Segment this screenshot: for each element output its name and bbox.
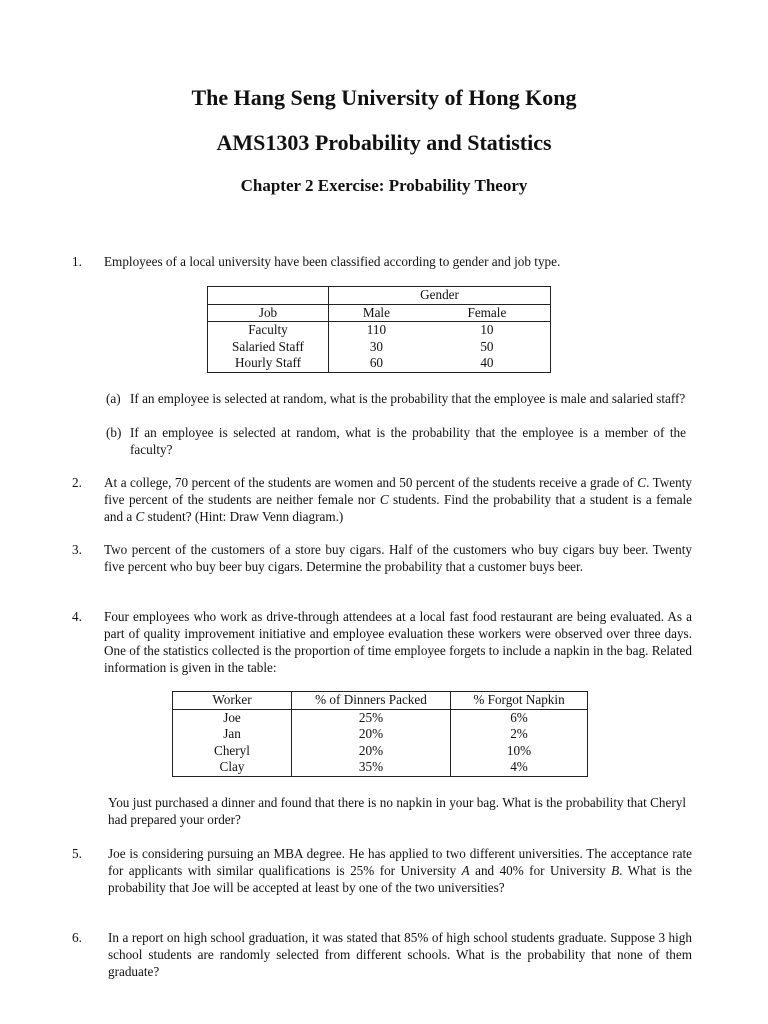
job-cell: Salaried Staff	[208, 339, 329, 356]
worker-cell: Clay	[173, 759, 292, 776]
packed-header: % of Dinners Packed	[292, 692, 451, 710]
question-number: 5.	[72, 846, 82, 861]
male-header: Male	[329, 304, 424, 322]
subpart-label: (a)	[106, 391, 121, 406]
question-text: At a college, 70 percent of the students are women and 50 percent of the students receive a grade of C. Twenty five percent of the students are neither female nor C students. Find the probability that a student is a female and a C student? (Hint: Draw Venn diagram.)	[104, 475, 693, 524]
question-2	[72, 474, 692, 525]
female-cell: 10	[480, 322, 494, 337]
subpart-text: If an employee is selected at random, what is the probability that the employee is a member of the faculty?	[130, 425, 686, 457]
forgot-cell: 6%	[510, 709, 528, 725]
worker-cell: Joe	[173, 709, 292, 726]
worker-cell: Cheryl	[173, 743, 292, 760]
packed-cell: 35%	[292, 759, 451, 776]
question-3	[72, 541, 692, 575]
question-text: You just purchased a dinner and found that there is no napkin in your bag. What is the probability that Cheryl had prepared your order?	[108, 795, 686, 827]
male-cell: 30	[369, 338, 383, 354]
male-cell: 110	[366, 322, 387, 337]
question-number: 3.	[72, 542, 82, 557]
worker-napkin-table	[172, 691, 588, 777]
question-1b	[106, 424, 686, 458]
question-6	[72, 929, 692, 980]
question-5	[72, 845, 692, 896]
table-row	[173, 726, 588, 743]
question-text: Four employees who work as drive-through attendees at a local fast food restaurant are being evaluated. As a part of quality improvement initiative and employee evaluation these workers were observed over three days. One of the statistics collected is the proportion of time employee forgets to include a napkin in the bag. Related information is given in the table:	[104, 609, 692, 675]
question-text: Employees of a local university have been classified according to gender and job type.	[104, 254, 561, 269]
question-1	[72, 253, 692, 270]
male-cell: 60	[369, 355, 383, 370]
subpart-label: (b)	[106, 425, 122, 440]
question-number: 4.	[72, 609, 82, 624]
forgot-cell: 10%	[506, 742, 532, 758]
chapter-title: Chapter 2 Exercise: Probability Theory	[240, 176, 528, 195]
question-1a	[106, 390, 686, 407]
female-cell: 40	[480, 355, 494, 370]
table-corner	[208, 287, 329, 305]
table-row	[173, 759, 588, 776]
table-row	[173, 743, 588, 760]
course-title: AMS1303 Probability and Statistics	[216, 130, 552, 155]
question-number: 1.	[72, 254, 82, 269]
question-number: 2.	[72, 475, 82, 490]
female-header: Female	[424, 304, 551, 322]
job-header: Job	[208, 304, 329, 322]
table-row	[208, 355, 551, 372]
packed-cell: 25%	[292, 709, 451, 726]
gender-job-table	[207, 286, 551, 373]
worker-header: Worker	[173, 692, 292, 710]
table-row	[208, 322, 551, 339]
forgot-cell: 4%	[510, 759, 528, 774]
table-row	[208, 339, 551, 356]
question-text: Joe is considering pursuing an MBA degree. He has applied to two different universities. The acceptance rate for applicants with similar qualifications is 25% for University A and 40% for University B. What is the probability that Joe will be accepted at least by one of the two universities?	[108, 846, 692, 895]
job-cell: Hourly Staff	[208, 355, 329, 372]
gender-header: Gender	[329, 287, 551, 305]
question-4	[72, 608, 692, 676]
question-text: In a report on high school graduation, it was stated that 85% of high school students graduate. Suppose 3 high school students are randomly selected from different schools. What is the probability that none of them graduate?	[108, 930, 692, 979]
question-number: 6.	[72, 930, 82, 945]
female-cell: 50	[480, 338, 494, 354]
job-cell: Faculty	[208, 322, 329, 339]
packed-cell: 20%	[292, 726, 451, 743]
question-4-followup	[108, 794, 686, 828]
table-row	[173, 709, 588, 726]
subpart-text: If an employee is selected at random, what is the probability that the employee is male and salaried staff?	[130, 391, 686, 406]
forgot-cell: 2%	[510, 726, 528, 741]
worker-cell: Jan	[173, 726, 292, 743]
packed-cell: 20%	[292, 743, 451, 760]
university-title: The Hang Seng University of Hong Kong	[191, 85, 577, 110]
forgot-header: % Forgot Napkin	[451, 692, 588, 710]
question-text: Two percent of the customers of a store buy cigars. Half of the customers who buy cigars buy beer. Twenty five percent who buy beer buy cigars. Determine the probability that a customer buys beer.	[104, 542, 692, 574]
